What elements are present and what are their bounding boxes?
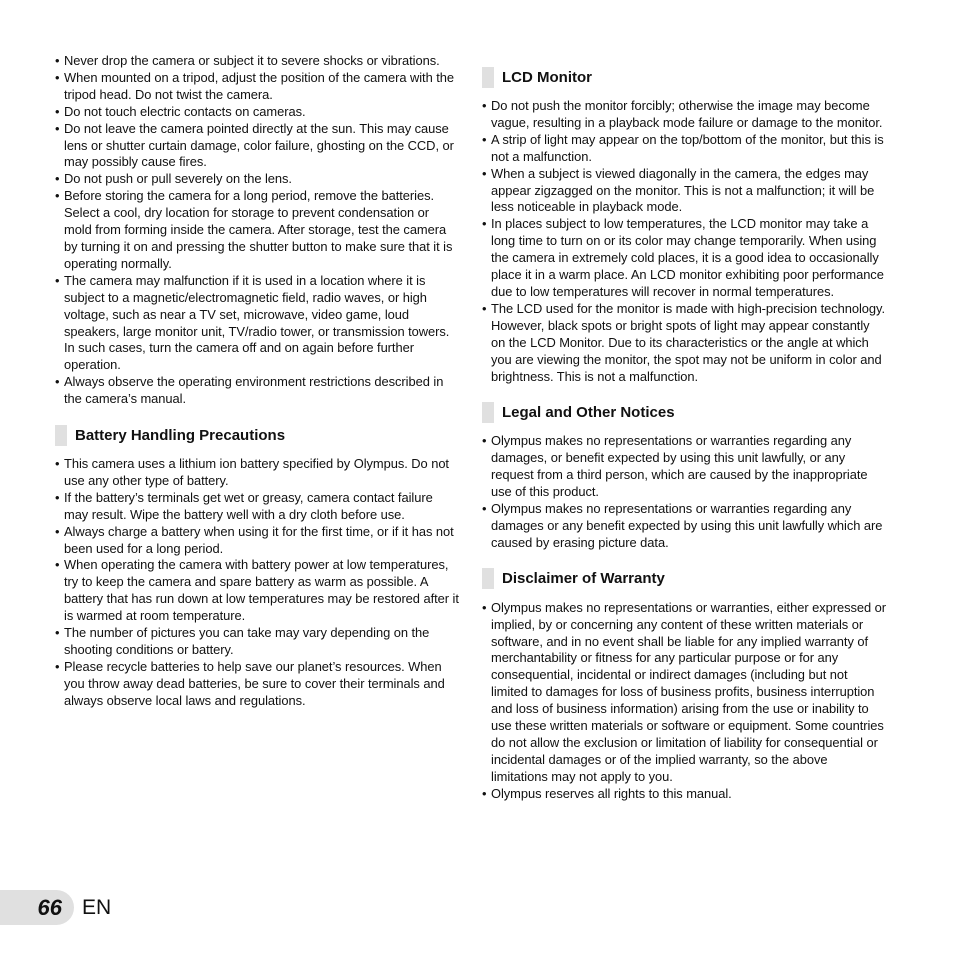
legal-section-heading — [482, 401, 886, 423]
page-number: 66 — [37, 894, 62, 920]
list-item: • Always observe the operating environment restrictions described in the camera’s manual. — [55, 374, 459, 408]
lcd-heading-text: LCD Monitor — [502, 68, 592, 86]
list-item: • Olympus makes no representations or warranties, either expressed or implied, by or concerning any content of these written materials or software, and in no event shall be liable for any implied warranty of merchantability or fitness for any particular purpose or for any consequential, incidental or indirect damages (including but not limited to damages for loss of business profits, business interruption and loss of business information) arising from the use or inability to use these written materials or software or equipment. Some countries do not allow the exclusion or limitation of liability for consequential or incidental damages or of the implied warranty, so the above limitations may not apply to you. — [482, 600, 886, 786]
list-item: • When operating the camera with battery power at low temperatures, try to keep the camera and spare battery as warm as possible. A battery that has run down at low temperatures may be restored after it is warmed at room temperature. — [55, 557, 459, 625]
list-item: • In places subject to low temperatures, the LCD monitor may take a long time to turn on or its color may change temporarily. When using the camera in extremely cold places, it is a good idea to occasionally place it in a warm place. An LCD monitor exhibiting poor performance due to low temperatures will recover in normal temperatures. — [482, 216, 886, 301]
list-item: • Do not leave the camera pointed directly at the sun. This may cause lens or shutter curtain damage, color failure, ghosting on the CCD, or may possibly cause fires. — [55, 121, 459, 172]
list-item: • Olympus makes no representations or warranties regarding any damages or any benefit expected by using this unit lawfully which are caused by erasing picture data. — [482, 501, 886, 552]
list-item: • The camera may malfunction if it is used in a location where it is subject to a magnetic/electromagnetic field, radio waves, or high voltage, such as near a TV set, microwave, video game, loud speakers, large monitor unit, TV/radio tower, or transmission towers. In such cases, turn the camera off and on again before further operation. — [55, 273, 459, 374]
list-item: • This camera uses a lithium ion battery specified by Olympus. Do not use any other type of battery. — [55, 456, 459, 490]
section-marker — [55, 425, 67, 446]
battery-heading-text: Battery Handling Precautions — [75, 426, 286, 444]
list-item: • The LCD used for the monitor is made with high-precision technology. However, black spots or bright spots of light may appear constantly on the LCD Monitor. Due to its characteristics or the angle at which you are viewing the monitor, the spot may not be uniform in color and brightness. This is not a malfunction. — [482, 301, 886, 386]
disclaimer-list — [482, 600, 886, 803]
list-item: • Do not touch electric contacts on cameras. — [55, 104, 459, 121]
list-item: • When mounted on a tripod, adjust the position of the camera with the tripod head. Do not twist the camera. — [55, 70, 459, 104]
battery-section-heading — [55, 424, 459, 446]
page-number-tab — [0, 890, 74, 925]
list-item: • Always charge a battery when using it for the first time, or if it has not been used for a long period. — [55, 524, 459, 558]
battery-list — [55, 456, 459, 710]
list-item: • Please recycle batteries to help save our planet’s resources. When you throw away dead batteries, be sure to cover their terminals and always observe local laws and regulations. — [55, 659, 459, 710]
list-item: • Olympus reserves all rights to this manual. — [482, 786, 886, 803]
list-item: • Do not push the monitor forcibly; otherwise the image may become vague, resulting in a playback mode failure or damage to the monitor. — [482, 98, 886, 132]
list-item: • The number of pictures you can take may vary depending on the shooting conditions or battery. — [55, 625, 459, 659]
intro-list — [55, 53, 459, 408]
language-code: EN — [82, 895, 112, 919]
list-item: • A strip of light may appear on the top/bottom of the monitor, but this is not a malfunction. — [482, 132, 886, 166]
page-footer — [0, 890, 111, 925]
list-item: • Olympus makes no representations or warranties regarding any damages, or benefit expected by using this unit lawfully, or any request from a third person, which are caused by the inappropriate use of this product. — [482, 433, 886, 501]
disclaimer-heading-text: Disclaimer of Warranty — [502, 570, 665, 588]
left-column — [55, 53, 459, 710]
list-item: • If the battery’s terminals get wet or greasy, camera contact failure may result. Wipe the battery well with a dry cloth before use. — [55, 490, 459, 524]
list-item: • When a subject is viewed diagonally in the camera, the edges may appear zigzagged on the monitor. This is not a malfunction; it will be less noticeable in playback mode. — [482, 166, 886, 217]
list-item: • Do not push or pull severely on the lens. — [55, 171, 459, 188]
right-column — [482, 66, 886, 803]
disclaimer-section-heading — [482, 568, 886, 590]
section-marker — [482, 402, 494, 423]
list-item: • Before storing the camera for a long period, remove the batteries. Select a cool, dry location for storage to prevent condensation or mold from forming inside the camera. After storage, test the camera by turning it on and pressing the shutter button to make sure that it is operating normally. — [55, 188, 459, 273]
legal-heading-text: Legal and Other Notices — [502, 403, 675, 421]
lcd-section-heading — [482, 66, 886, 88]
section-marker — [482, 568, 494, 589]
list-item: • Never drop the camera or subject it to severe shocks or vibrations. — [55, 53, 459, 70]
section-marker — [482, 67, 494, 88]
legal-list — [482, 433, 886, 551]
lcd-list — [482, 98, 886, 385]
